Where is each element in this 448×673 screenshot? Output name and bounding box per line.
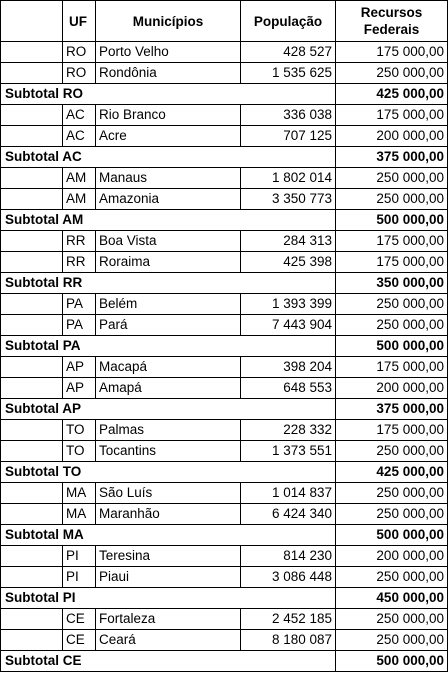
municipio-cell: Fortaleza [96, 609, 241, 630]
populacao-cell: 336 038 [241, 105, 336, 126]
row-blank-cell [1, 105, 63, 126]
municipio-cell: Piaui [96, 567, 241, 588]
recursos-cell: 250 000,00 [336, 441, 448, 462]
subtotal-row [1, 525, 448, 546]
populacao-cell: 1 373 551 [241, 441, 336, 462]
row-blank-cell [1, 252, 63, 273]
recursos-cell: 175 000,00 [336, 105, 448, 126]
municipio-cell: Tocantins [96, 441, 241, 462]
populacao-cell: 3 086 448 [241, 567, 336, 588]
populacao-cell: 6 424 340 [241, 504, 336, 525]
recursos-cell: 250 000,00 [336, 483, 448, 504]
row-blank-cell [1, 504, 63, 525]
populacao-cell: 1 393 399 [241, 294, 336, 315]
subtotal-label: Subtotal MA [1, 525, 336, 546]
populacao-cell: 428 527 [241, 42, 336, 63]
recursos-cell: 200 000,00 [336, 126, 448, 147]
row-blank-cell [1, 378, 63, 399]
table-row [1, 42, 448, 63]
header-recursos: Recursos Federais [336, 1, 448, 42]
row-blank-cell [1, 357, 63, 378]
subtotal-row [1, 147, 448, 168]
subtotal-value: 500 000,00 [336, 651, 448, 672]
subtotal-label: Subtotal CE [1, 651, 336, 672]
subtotal-label: Subtotal PA [1, 336, 336, 357]
uf-cell: MA [63, 504, 96, 525]
municipio-cell: Roraima [96, 252, 241, 273]
uf-cell: PA [63, 294, 96, 315]
recursos-cell: 250 000,00 [336, 315, 448, 336]
row-blank-cell [1, 294, 63, 315]
populacao-cell: 648 553 [241, 378, 336, 399]
row-blank-cell [1, 441, 63, 462]
subtotal-label: Subtotal AC [1, 147, 336, 168]
subtotal-row [1, 273, 448, 294]
uf-cell: AP [63, 378, 96, 399]
header-municipios: Municípios [96, 1, 241, 42]
row-blank-cell [1, 126, 63, 147]
populacao-cell: 1 535 625 [241, 63, 336, 84]
uf-cell: MA [63, 483, 96, 504]
row-blank-cell [1, 189, 63, 210]
populacao-cell: 2 452 185 [241, 609, 336, 630]
subtotal-row [1, 84, 448, 105]
uf-cell: CE [63, 630, 96, 651]
row-blank-cell [1, 231, 63, 252]
uf-cell: AC [63, 105, 96, 126]
subtotal-row [1, 462, 448, 483]
recursos-cell: 200 000,00 [336, 378, 448, 399]
subtotal-value: 500 000,00 [336, 336, 448, 357]
populacao-cell: 7 443 904 [241, 315, 336, 336]
municipio-cell: Rondônia [96, 63, 241, 84]
recursos-cell: 200 000,00 [336, 546, 448, 567]
populacao-cell: 284 313 [241, 231, 336, 252]
recursos-cell: 250 000,00 [336, 189, 448, 210]
populacao-cell: 1 802 014 [241, 168, 336, 189]
recursos-cell: 250 000,00 [336, 504, 448, 525]
municipio-cell: Pará [96, 315, 241, 336]
municipio-cell: Boa Vista [96, 231, 241, 252]
subtotal-label: Subtotal AP [1, 399, 336, 420]
subtotal-label: Subtotal RO [1, 84, 336, 105]
subtotal-row [1, 588, 448, 609]
uf-cell: AC [63, 126, 96, 147]
subtotal-value: 375 000,00 [336, 399, 448, 420]
subtotal-row [1, 399, 448, 420]
populacao-cell: 707 125 [241, 126, 336, 147]
populacao-cell: 228 332 [241, 420, 336, 441]
subtotal-row [1, 651, 448, 672]
table-row [1, 378, 448, 399]
subtotal-value: 450 000,00 [336, 588, 448, 609]
uf-cell: CE [63, 609, 96, 630]
subtotal-label: Subtotal RR [1, 273, 336, 294]
header-populacao: População [241, 1, 336, 42]
subtotal-value: 500 000,00 [336, 525, 448, 546]
populacao-cell: 1 014 837 [241, 483, 336, 504]
recursos-cell: 250 000,00 [336, 609, 448, 630]
subtotal-value: 425 000,00 [336, 462, 448, 483]
subtotal-value: 425 000,00 [336, 84, 448, 105]
table-row [1, 294, 448, 315]
populacao-cell: 814 230 [241, 546, 336, 567]
table-row [1, 609, 448, 630]
table-row [1, 504, 448, 525]
uf-cell: RR [63, 252, 96, 273]
recursos-cell: 175 000,00 [336, 420, 448, 441]
uf-cell: PI [63, 546, 96, 567]
row-blank-cell [1, 420, 63, 441]
municipio-cell: Amapá [96, 378, 241, 399]
table-row [1, 357, 448, 378]
table-row [1, 630, 448, 651]
row-blank-cell [1, 168, 63, 189]
row-blank-cell [1, 42, 63, 63]
subtotal-label: Subtotal TO [1, 462, 336, 483]
uf-cell: AM [63, 189, 96, 210]
populacao-cell: 3 350 773 [241, 189, 336, 210]
subtotal-value: 500 000,00 [336, 210, 448, 231]
subtotal-label: Subtotal AM [1, 210, 336, 231]
subtotal-value: 375 000,00 [336, 147, 448, 168]
table-row [1, 252, 448, 273]
header-blank [1, 1, 63, 42]
header-uf: UF [63, 1, 96, 42]
recursos-cell: 250 000,00 [336, 168, 448, 189]
municipio-cell: São Luís [96, 483, 241, 504]
row-blank-cell [1, 609, 63, 630]
uf-cell: AP [63, 357, 96, 378]
recursos-cell: 175 000,00 [336, 231, 448, 252]
table-row [1, 567, 448, 588]
table-row [1, 63, 448, 84]
uf-cell: AM [63, 168, 96, 189]
municipio-cell: Teresina [96, 546, 241, 567]
table-row [1, 441, 448, 462]
table-row [1, 105, 448, 126]
recursos-cell: 175 000,00 [336, 42, 448, 63]
subtotal-label: Subtotal PI [1, 588, 336, 609]
uf-cell: RO [63, 63, 96, 84]
subtotal-row [1, 210, 448, 231]
row-blank-cell [1, 63, 63, 84]
recursos-cell: 250 000,00 [336, 63, 448, 84]
table-row [1, 189, 448, 210]
table-body [1, 42, 448, 672]
municipio-cell: Rio Branco [96, 105, 241, 126]
table-row [1, 315, 448, 336]
recursos-cell: 250 000,00 [336, 567, 448, 588]
populacao-cell: 398 204 [241, 357, 336, 378]
table-row [1, 168, 448, 189]
municipio-cell: Palmas [96, 420, 241, 441]
populacao-cell: 8 180 087 [241, 630, 336, 651]
municipio-cell: Manaus [96, 168, 241, 189]
recursos-cell: 250 000,00 [336, 294, 448, 315]
uf-cell: PA [63, 315, 96, 336]
table-row [1, 483, 448, 504]
row-blank-cell [1, 630, 63, 651]
municipio-cell: Macapá [96, 357, 241, 378]
header-row [1, 1, 448, 42]
row-blank-cell [1, 567, 63, 588]
municipio-cell: Porto Velho [96, 42, 241, 63]
municipio-cell: Amazonia [96, 189, 241, 210]
table-row [1, 126, 448, 147]
populacao-cell: 425 398 [241, 252, 336, 273]
uf-cell: RR [63, 231, 96, 252]
subtotal-row [1, 336, 448, 357]
municipio-cell: Belém [96, 294, 241, 315]
uf-cell: PI [63, 567, 96, 588]
table-row [1, 546, 448, 567]
municipio-cell: Ceará [96, 630, 241, 651]
uf-cell: TO [63, 441, 96, 462]
municipio-cell: Acre [96, 126, 241, 147]
recursos-cell: 175 000,00 [336, 252, 448, 273]
uf-cell: RO [63, 42, 96, 63]
recursos-cell: 175 000,00 [336, 357, 448, 378]
row-blank-cell [1, 483, 63, 504]
table-row [1, 231, 448, 252]
row-blank-cell [1, 546, 63, 567]
subtotal-value: 350 000,00 [336, 273, 448, 294]
recursos-cell: 250 000,00 [336, 630, 448, 651]
municipio-cell: Maranhão [96, 504, 241, 525]
table-row [1, 420, 448, 441]
row-blank-cell [1, 315, 63, 336]
uf-cell: TO [63, 420, 96, 441]
